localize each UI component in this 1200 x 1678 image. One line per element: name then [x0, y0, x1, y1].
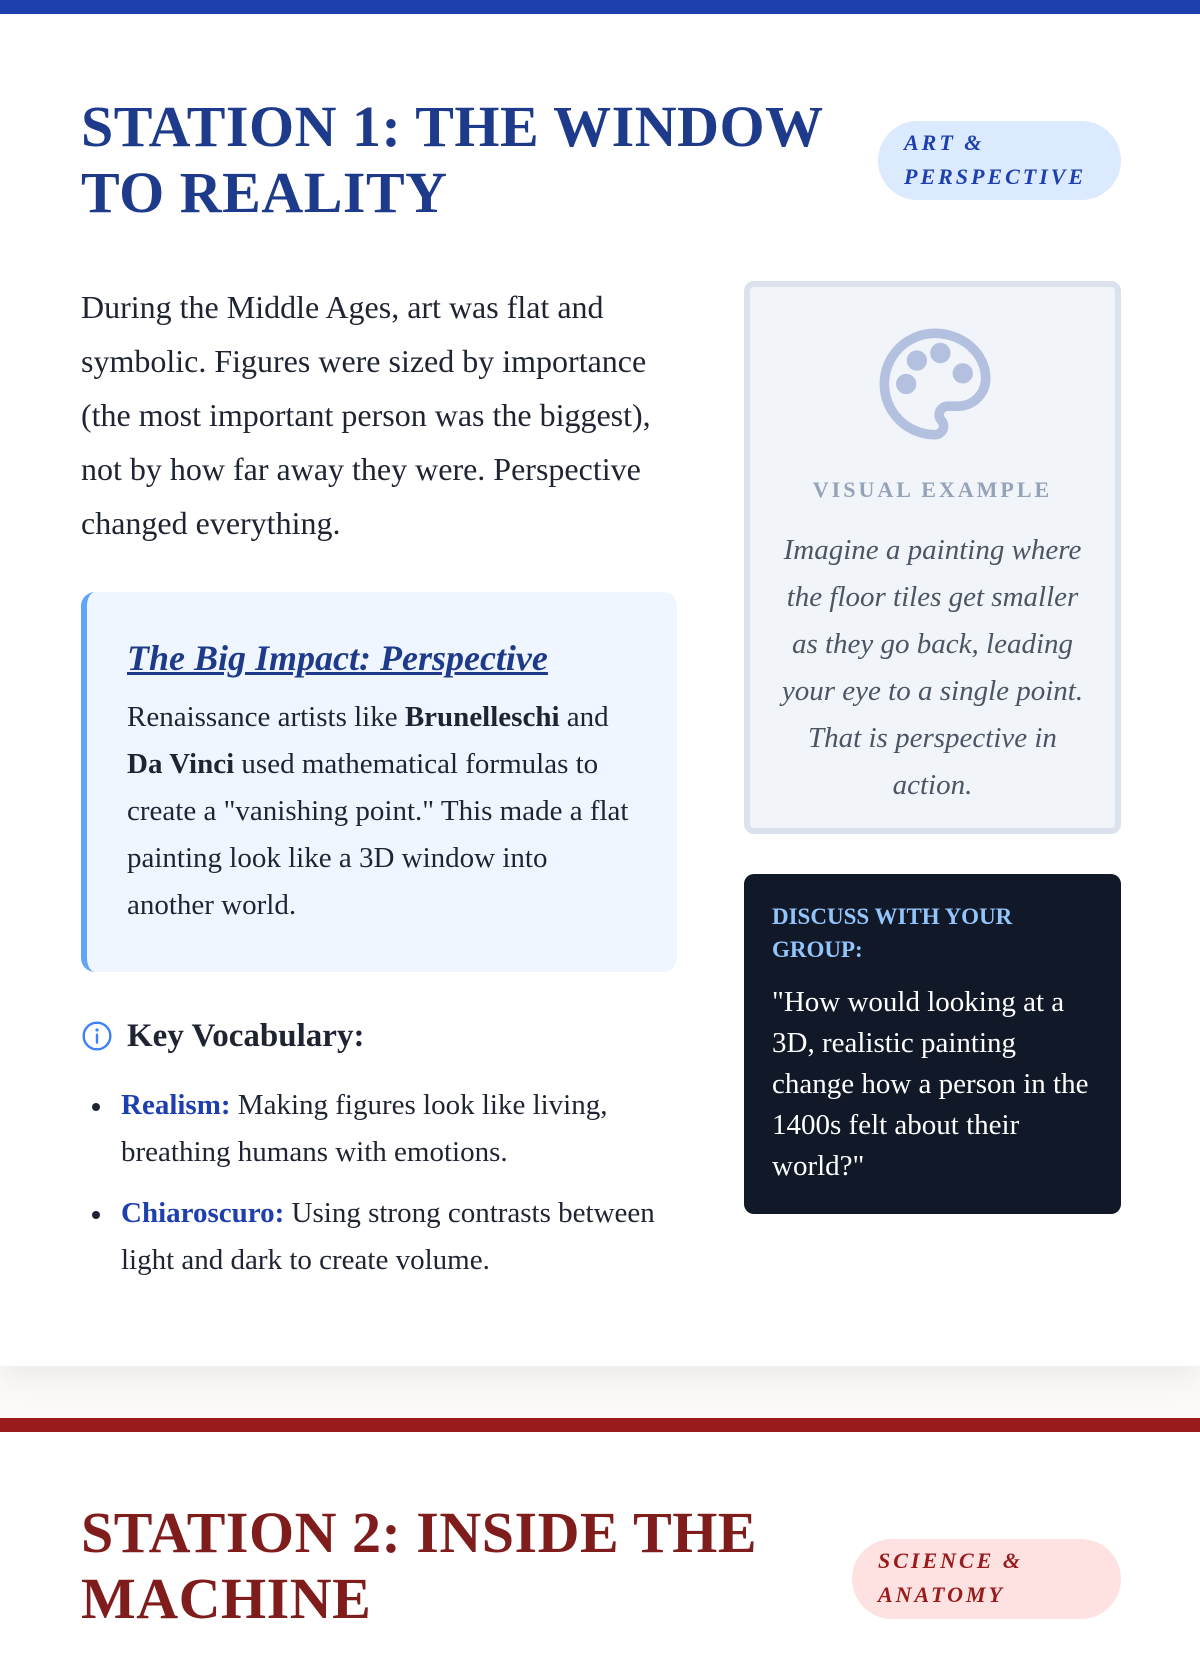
visual-example-box: [744, 281, 1121, 834]
impact-callout: [81, 592, 677, 972]
impact-name-da-vinci: Da Vinci: [127, 748, 235, 780]
impact-text-2: and: [559, 701, 609, 733]
list-item: [81, 1082, 691, 1176]
vocab-definition: Making figures look like living, breathing humans with emotions.: [121, 1089, 608, 1168]
vocabulary-list: [81, 1082, 691, 1298]
discussion-label: DISCUSS WITH YOUR GROUP:: [772, 904, 1013, 962]
visual-example-text: Imagine a painting where the floor tiles get smaller as they go back, leading your eye to a single point. That is perspective in action.: [781, 534, 1084, 801]
station-1-title: STATION 1: THE WINDOW TO REALITY: [81, 94, 823, 225]
vocab-definition: Using strong contrasts between light and dark to create volume.: [121, 1197, 655, 1276]
station-2-title: STATION 2: INSIDE THE MACHINE: [81, 1500, 758, 1631]
station-1-badge: ART & PERSPECTIVE: [878, 121, 1121, 200]
discussion-box: [744, 874, 1121, 1214]
vocabulary-heading: [81, 1012, 681, 1060]
vocab-term: Chiaroscuro:: [121, 1197, 285, 1229]
impact-text-1: Renaissance artists like: [127, 701, 405, 733]
discussion-question: "How would looking at a 3D, realistic painting change how a person in the 1400s felt about their world?": [772, 986, 1089, 1182]
palette-icon: [871, 320, 999, 448]
impact-text-3: used mathematical formulas to create a "vanishing point." This made a flat painting look like a 3D window into another world.: [127, 748, 629, 921]
visual-example-label: VISUAL EXAMPLE: [812, 477, 1053, 502]
station-1-intro: During the Middle Ages, art was flat and symbolic. Figures were sized by importance (the most important person was the biggest), not by how far away they were. Perspective changed everything.: [81, 289, 651, 541]
impact-body: [127, 694, 637, 929]
impact-name-brunelleschi: Brunelleschi: [404, 701, 560, 733]
impact-title: The Big Impact: Perspective: [127, 638, 548, 678]
station-2-badge: SCIENCE & ANATOMY: [852, 1539, 1121, 1619]
info-icon: [81, 1020, 113, 1052]
list-item: [81, 1190, 691, 1284]
vocabulary-heading-label: Key Vocabulary:: [127, 1017, 365, 1054]
vocab-term: Realism:: [121, 1089, 231, 1121]
